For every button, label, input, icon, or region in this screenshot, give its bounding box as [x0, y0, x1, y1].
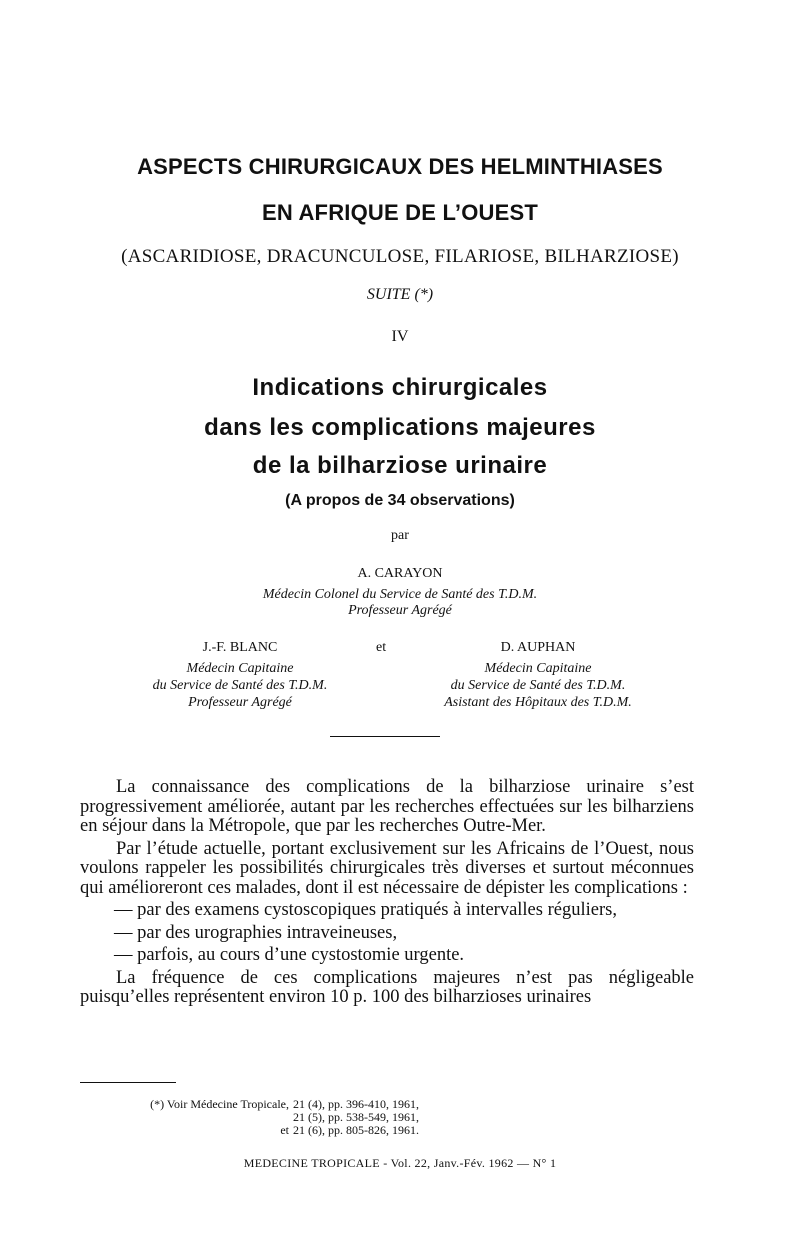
author-auphan-name: D. AUPHAN: [500, 640, 576, 655]
list-item-1: — par des examens cystoscopiques pratiqués à intervalles réguliers,: [114, 900, 617, 920]
suite-label: SUITE (*): [366, 286, 434, 303]
author-carayon-affiliation: Médecin Colonel du Service de Santé des T.D.M.: [262, 587, 538, 602]
part-number: IV: [391, 328, 409, 345]
author-blanc-name: J.-F. BLANC: [202, 640, 278, 655]
subtitle: (ASCARIDIOSE, DRACUNCULOSE, FILARIOSE, BILHARZIOSE): [121, 246, 679, 267]
separator-rule: [330, 736, 440, 737]
article-note: (A propos de 34 observations): [285, 492, 515, 509]
author-auphan-service: du Service de Santé des T.D.M.: [450, 678, 626, 693]
footnote-citation-1: 21 (4), pp. 396-410, 1961,: [293, 1097, 419, 1111]
footnote-citation-3: 21 (6), pp. 805-826, 1961.: [293, 1123, 419, 1137]
footnote-ref: (*) Voir Médecine Tropicale,: [150, 1097, 289, 1111]
author-blanc-rank: Médecin Capitaine: [186, 661, 294, 676]
footnote-rule: [80, 1082, 176, 1083]
author-auphan: [408, 640, 668, 711]
list-item-3: — parfois, au cours d’une cystostomie urgente.: [114, 945, 465, 965]
body-text: [80, 778, 694, 1008]
paragraph-2: Par l’étude actuelle, portant exclusivement sur les Africains de l’Ouest, nous voulons rappeler les possibilités chirurgicales très diverses et surtout méconnues qui amélioreront ces malades, dont il est nécessaire de dépister les complications :: [80, 838, 694, 898]
author-carayon-name: A. CARAYON: [357, 566, 443, 581]
article-title-line2: dans les complications majeures: [204, 414, 596, 441]
list-item-2: — par des urographies intraveineuses,: [114, 922, 398, 943]
main-title-line1: ASPECTS CHIRURGICAUX DES HELMINTHIASES: [137, 154, 663, 179]
article-title-line1: Indications chirurgicales: [252, 374, 548, 401]
par-label: par: [391, 528, 409, 543]
author-auphan-rank: Médecin Capitaine: [484, 661, 592, 676]
author-auphan-title: Asistant des Hôpitaux des T.D.M.: [444, 695, 632, 710]
footnote: [64, 1098, 419, 1137]
main-title-line2: EN AFRIQUE DE L’OUEST: [262, 200, 538, 225]
conjunction-et: et: [376, 640, 387, 655]
author-carayon-title: Professeur Agrégé: [348, 603, 452, 618]
author-blanc-service: du Service de Santé des T.D.M.: [152, 678, 328, 693]
paragraph-3: La fréquence de ces complications majeures n’est pas négligeable puisqu’elles représentent environ 10 p. 100 des bilharzioses urinaires: [80, 967, 694, 1007]
author-blanc-title: Professeur Agrégé: [188, 695, 292, 710]
journal-footer: MEDECINE TROPICALE - Vol. 22, Janv.-Fév. 1962 — N° 1: [243, 1156, 557, 1170]
paragraph-1: La connaissance des complications de la bilharziose urinaire s’est progressivement améliorée, autant par les recherches effectuées sur les bilharziens en séjour dans la Métropole, que par les recherches Outre-Mer.: [80, 777, 694, 836]
footnote-et: et: [280, 1123, 289, 1137]
author-blanc: [110, 640, 370, 711]
footnote-citation-2: 21 (5), pp. 538-549, 1961,: [293, 1110, 419, 1124]
article-title-line3: de la bilharziose urinaire: [252, 452, 548, 479]
